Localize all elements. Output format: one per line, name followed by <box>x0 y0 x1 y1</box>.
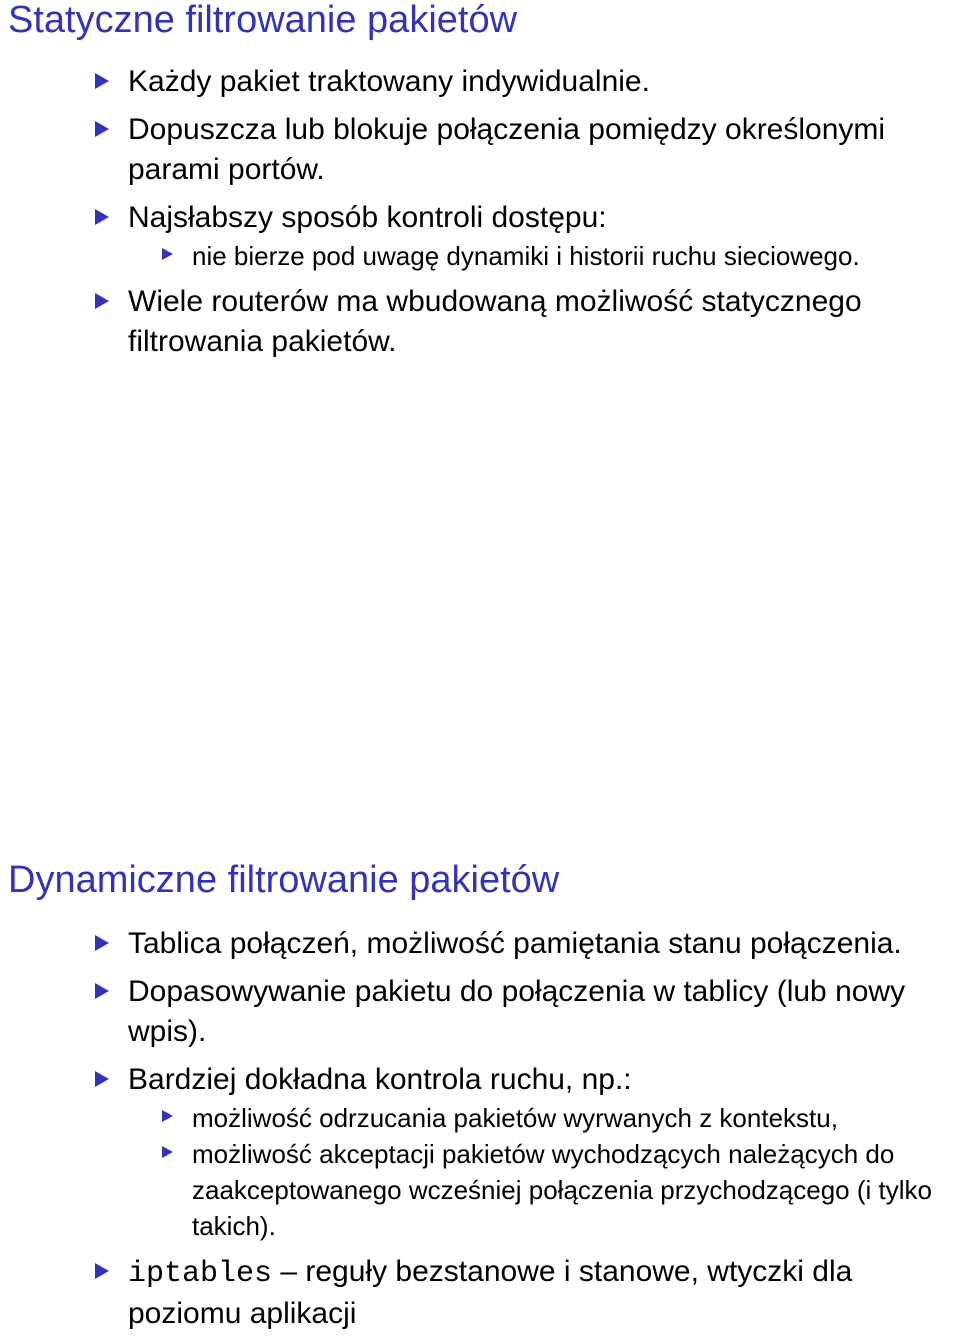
bullet-list <box>0 924 960 1342</box>
slide-title: Dynamiczne filtrowanie pakietów <box>8 859 560 901</box>
list-item-text: Dopasowywanie pakietu do połączenia w tablicy (lub nowy wpis). <box>128 975 906 1048</box>
list-item <box>0 282 960 362</box>
list-item-text: Najsłabszy sposób kontroli dostępu: <box>128 201 607 234</box>
list-item-text: Każdy pakiet traktowany indywidualnie. <box>128 65 650 98</box>
list-item <box>0 1060 960 1244</box>
sub-list-item-text: możliwość akceptacji pakietów wychodzących należących do zaakceptowanego wcześniej połączenia przychodzącego (i tylko takich). <box>192 1139 932 1241</box>
sub-list <box>128 238 954 274</box>
triangle-bullet-icon <box>95 209 109 225</box>
list-item-text: Dopuszcza lub blokuje połączenia pomiędzy określonymi parami portów. <box>128 113 886 186</box>
triangle-bullet-icon <box>95 73 109 89</box>
list-item <box>0 110 960 190</box>
triangle-bullet-icon <box>95 935 109 951</box>
triangle-bullet-icon <box>162 248 173 260</box>
triangle-bullet-icon <box>162 1146 173 1158</box>
sub-list <box>128 1100 954 1244</box>
bullet-list <box>0 62 960 370</box>
sub-list-item <box>192 1136 954 1244</box>
triangle-bullet-icon <box>95 293 109 309</box>
triangle-bullet-icon <box>95 1071 109 1087</box>
triangle-bullet-icon <box>162 1110 173 1122</box>
triangle-bullet-icon <box>95 1263 109 1279</box>
list-item-text: Wiele routerów ma wbudowaną możliwość statycznego filtrowania pakietów. <box>128 285 862 358</box>
sub-list-item-text: możliwość odrzucania pakietów wyrwanych z kontekstu, <box>192 1103 838 1133</box>
triangle-bullet-icon <box>95 983 109 999</box>
list-item-text: Bardziej dokładna kontrola ruchu, np.: <box>128 1063 632 1096</box>
code-term: iptables <box>128 1257 273 1291</box>
list-item-text: – reguły bezstanowe i stanowe, wtyczki dla poziomu aplikacji <box>128 1255 853 1330</box>
sub-list-item <box>192 238 954 274</box>
slide-title: Statyczne filtrowanie pakietów <box>8 0 518 41</box>
list-item <box>0 62 960 102</box>
list-item <box>0 924 960 964</box>
list-item-text: Tablica połączeń, możliwość pamiętania stanu połączenia. <box>128 927 902 960</box>
sub-list-item-text: nie bierze pod uwagę dynamiki i historii ruchu sieciowego. <box>192 241 860 271</box>
list-item <box>0 1252 960 1334</box>
sub-list-item <box>192 1100 954 1136</box>
list-item <box>0 972 960 1052</box>
triangle-bullet-icon <box>95 121 109 137</box>
list-item <box>0 198 960 274</box>
